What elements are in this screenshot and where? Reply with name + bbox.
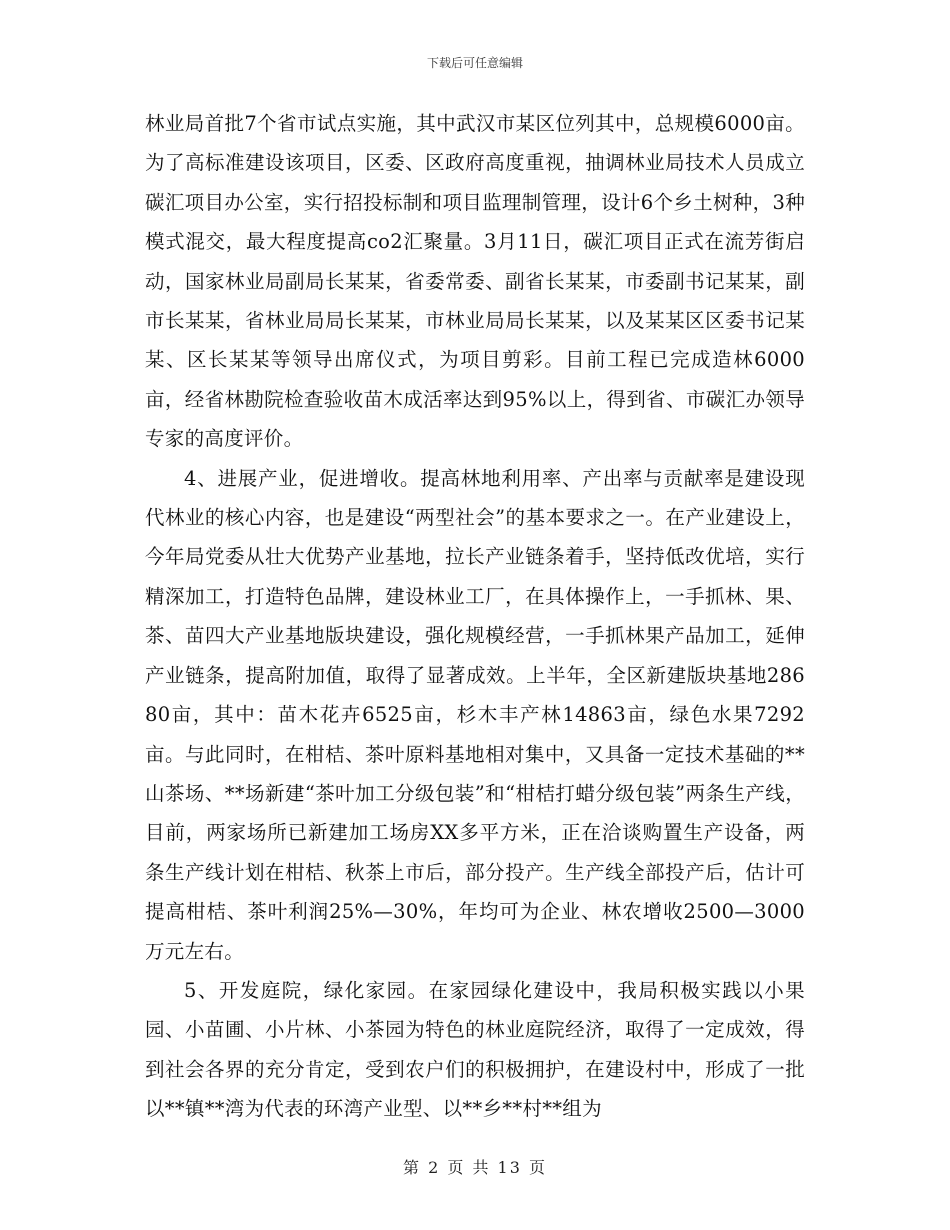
paragraph-carbon-project: 林业局首批7个省市试点实施，其中武汉市某区位列其中，总规模6000亩。为了高标准建设该项目，区委、区政府高度重视，抽调林业局技术人员成立碳汇项目办公室，实行招投标制和项目监理制管理，设计6个乡土树种，3种模式混交，最大程度提高co2汇聚量。3月11日，碳汇项目正式在流芳街启动，国家林业局副局长某某，省委常委、副省长某某，市委副书记某某，副市长某某，省林业局局长某某，市林业局局长某某，以及某某区区委书记某某、区长某某等领导出席仪式，为项目剪彩。目前工程已完成造林6000亩，经省林勘院检查验收苗木成活率达到95%以上，得到省、市碳汇办领导专家的高度评价。 (145, 112, 805, 451)
paragraph-industry-development: 4、进展产业，促进增收。提高林地利用率、产出率与贡献率是建设现代林业的核心内容，也是建设“两型社会”的基本要求之一。在产业建设上，今年局党委从壮大优势产业基地，拉长产业链条着手，坚持低改优培，实行精深加工，打造特色品牌，建设林业工厂，在具体操作上，一手抓林、果、茶、苗四大产业基地版块建设，强化规模经营，一手抓林果产品加工，延伸产业链条，提高附加值，取得了显著成效。上半年，全区新建版块基地28680亩，其中：苗木花卉6525亩，杉木丰产林14863亩，绿色水果7292亩。与此同时，在柑桔、茶叶原料基地相对集中，又具备一定技术基础的**山茶场、**场新建“茶叶加工分级包装”和“柑桔打蜡分级包装”两条生产线，目前，两家场所已新建加工场房XX多平方米，正在洽谈购置生产设备，两条生产线计划在柑桔、秋茶上市后，部分投产。生产线全部投产后，估计可提高柑桔、茶叶利润25%—30%，年均可为企业、林农增收2500—3000万元左右。 (145, 466, 805, 963)
page-header: 下载后可任意编辑 (426, 56, 523, 70)
page-footer: 第 2 页 共 13 页 (403, 1158, 547, 1177)
paragraph-courtyard-greening: 5、开发庭院，绿化家园。在家园绿化建设中，我局积极实践以小果园、小苗圃、小片林、小茶园为特色的林业庭院经济，取得了一定成效，得到社会各界的充分肯定，受到农户们的积极拥护，在建设村中，形成了一批以**镇**湾为代表的环湾产业型、以**乡**村**组为 (145, 978, 805, 1121)
document-body (145, 104, 805, 1129)
